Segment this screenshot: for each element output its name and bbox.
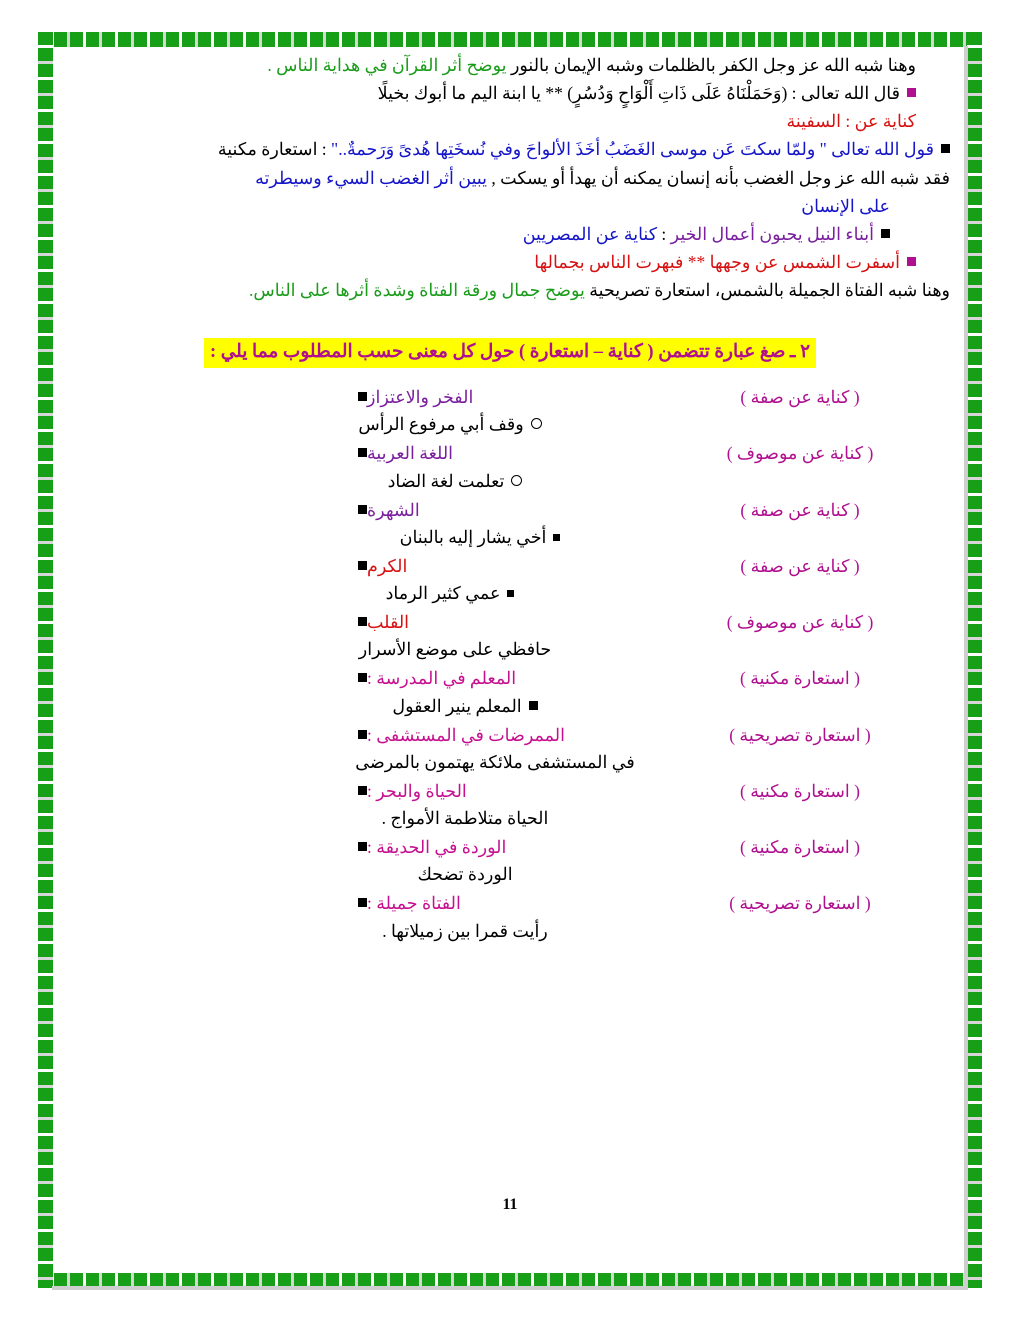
exercise-term — [342, 384, 650, 410]
exercise-row — [70, 609, 950, 635]
exercise-term — [342, 722, 650, 748]
exercise-hint: ( كناية عن صفة ) — [740, 555, 860, 576]
exercise-answer-text: المعلم ينير العقول — [392, 695, 522, 716]
exercise-term-label: المعلم في المدرسة : — [367, 668, 517, 689]
exercise-answer — [70, 523, 950, 551]
example-line — [70, 249, 950, 276]
exercise-hint: ( استعارة تصريحية ) — [729, 893, 871, 914]
exercise-hint: ( كناية عن موصوف ) — [726, 443, 874, 464]
bullet-square-icon — [881, 229, 890, 238]
example-line — [70, 193, 950, 220]
text-segment: يوضح جمال ورقة الفتاة وشدة أثرها على الناس. — [248, 280, 585, 300]
text-segment: قال الله تعالى : (وَحَمَلْنَاهُ عَلَى ذَاتِ أَلْوَاحٍ وَدُسُرٍ) ** يا ابنة اليم ما أبوك بخيلًا — [377, 83, 900, 104]
exercise-answer-text: الحياة متلاطمة الأمواج . — [381, 808, 549, 829]
example-line — [70, 80, 950, 107]
bullet-dot-icon — [553, 534, 560, 541]
bullet-square-icon — [358, 561, 367, 570]
decorative-border-top — [38, 32, 982, 47]
exercise-term-label: الكرم — [367, 555, 408, 576]
exercise-row — [70, 384, 950, 410]
exercise-answer-text: حافظي على موضع الأسرار — [358, 639, 552, 660]
exercise-term — [342, 497, 650, 523]
bullet-square-icon — [529, 701, 538, 710]
exercise-term — [342, 609, 650, 635]
decorative-border-left — [38, 32, 53, 1288]
exercise-row — [70, 778, 950, 804]
exercise-term-label: الشهرة — [367, 499, 420, 520]
exercise-answer-text: في المستشفى ملائكة يهتمون بالمرضى — [355, 751, 635, 772]
exercise-answer — [70, 748, 950, 776]
exercise-answer — [70, 917, 950, 945]
exercise-hint: ( كناية عن صفة ) — [740, 387, 860, 408]
text-segment: أبناء النيل يحبون أعمال الخير — [670, 223, 874, 244]
exercise-hint: ( كناية عن موصوف ) — [726, 612, 874, 633]
exercise-term — [342, 834, 650, 860]
bullet-square-icon — [907, 88, 916, 97]
exercise-answer-text: وقف أبي مرفوع الرأس — [358, 414, 524, 435]
text-segment: كناية عن المصريين — [522, 223, 658, 244]
text-segment: كناية عن : السفينة — [786, 111, 916, 132]
exercise-list — [70, 384, 950, 945]
exercise-term-label: الفتاة جميلة : — [367, 893, 461, 914]
border-shadow-bottom — [52, 1286, 968, 1290]
exercise-answer — [70, 692, 950, 720]
example-line — [70, 165, 950, 192]
exercise-term-label: القلب — [367, 612, 410, 633]
exercise-hint: ( استعارة مكنية ) — [740, 780, 860, 801]
decorative-border-right — [967, 32, 982, 1288]
text-segment: فقد شبه الله عز وجل الغضب بأنه إنسان يمكنه أن يهدأ أو يسكت , — [487, 167, 950, 188]
bullet-square-icon — [358, 842, 367, 851]
exercise-row — [70, 665, 950, 691]
exercise-answer-text: الوردة تضحك — [417, 864, 513, 885]
bullet-square-icon — [358, 898, 367, 907]
text-segment: يبين أثر الغضب السيء وسيطرته — [255, 167, 488, 188]
bullet-circle-icon — [531, 418, 542, 429]
bullet-square-icon — [358, 505, 367, 514]
page-content — [70, 52, 950, 1252]
exercise-term — [342, 665, 650, 691]
example-line — [70, 221, 950, 248]
exercise-answer — [70, 804, 950, 832]
exercise-answer-text: رأيت قمرا بين زميلاتها . — [382, 920, 548, 941]
exercise-term — [342, 778, 650, 804]
example-line — [70, 277, 950, 304]
bullet-circle-icon — [511, 475, 522, 486]
exercise-answer — [70, 579, 950, 607]
exercise-term-label: الممرضات في المستشفى : — [367, 724, 565, 745]
text-segment: على الإنسان — [801, 195, 890, 216]
exercise-answer — [70, 635, 950, 663]
text-segment: : — [657, 223, 671, 244]
exercise-answer — [70, 860, 950, 888]
exercise-heading-wrap — [70, 338, 950, 368]
exercise-answer-text: تعلمت لغة الضاد — [387, 470, 505, 491]
bullet-square-icon — [358, 448, 367, 457]
text-segment: أسفرت الشمس عن وجهها ** فبهرت الناس بجمالها — [534, 251, 900, 272]
exercise-row — [70, 834, 950, 860]
exercise-row — [70, 890, 950, 916]
example-line — [70, 52, 950, 79]
exercise-term — [342, 553, 650, 579]
bullet-square-icon — [358, 730, 367, 739]
exercise-hint: ( كناية عن صفة ) — [740, 499, 860, 520]
exercise-hint: ( استعارة تصريحية ) — [729, 724, 871, 745]
examples-section — [70, 52, 950, 304]
exercise-term-label: الحياة والبحر : — [367, 780, 467, 801]
bullet-square-icon — [358, 673, 367, 682]
example-line — [70, 136, 950, 163]
bullet-square-icon — [358, 617, 367, 626]
exercise-answer — [70, 467, 950, 495]
exercise-answer-text: عمي كثير الرماد — [385, 583, 501, 604]
bullet-square-icon — [358, 392, 367, 401]
exercise-hint: ( استعارة مكنية ) — [740, 668, 860, 689]
exercise-term — [342, 890, 650, 916]
text-segment: قول الله تعالى " ولمّا سكتَ عَن موسى الغَضَبُ أخَذَ الألواحَ وفي نُسخَتِها هُدىً وَرَحمةٌ.." — [326, 139, 934, 160]
bullet-square-icon — [941, 144, 950, 153]
text-segment: يوضح أثر القرآن في هداية الناس . — [267, 55, 507, 75]
exercise-row — [70, 497, 950, 523]
text-segment: : استعارة مكنية — [217, 139, 327, 160]
example-line — [70, 108, 950, 135]
page-number: 11 — [502, 1196, 518, 1213]
exercise-term-label: الوردة في الحديقة : — [367, 837, 507, 858]
exercise-row — [70, 553, 950, 579]
exercise-hint: ( استعارة مكنية ) — [740, 837, 860, 858]
exercise-row — [70, 722, 950, 748]
exercise-term-label: الفخر والاعتزاز — [367, 387, 474, 408]
text-segment: وهنا شبه الفتاة الجميلة بالشمس، استعارة تصريحية — [584, 280, 950, 300]
text-segment: وهنا شبه الله عز وجل الكفر بالظلمات وشبه الإيمان بالنور — [506, 55, 916, 75]
exercise-answer — [70, 410, 950, 438]
exercise-answer-text: أخي يشار إليه بالبنان — [399, 526, 547, 547]
bullet-square-icon — [907, 257, 916, 266]
bullet-square-icon — [358, 786, 367, 795]
exercise-heading: ٢ ـ صغ عبارة تتضمن ( كناية – استعارة ) حول كل معنى حسب المطلوب مما يلي : — [204, 338, 816, 368]
border-shadow-right — [964, 46, 968, 1286]
exercise-term — [342, 440, 650, 466]
exercise-term-label: اللغة العربية — [367, 443, 454, 464]
bullet-dot-icon — [507, 590, 514, 597]
exercise-row — [70, 440, 950, 466]
